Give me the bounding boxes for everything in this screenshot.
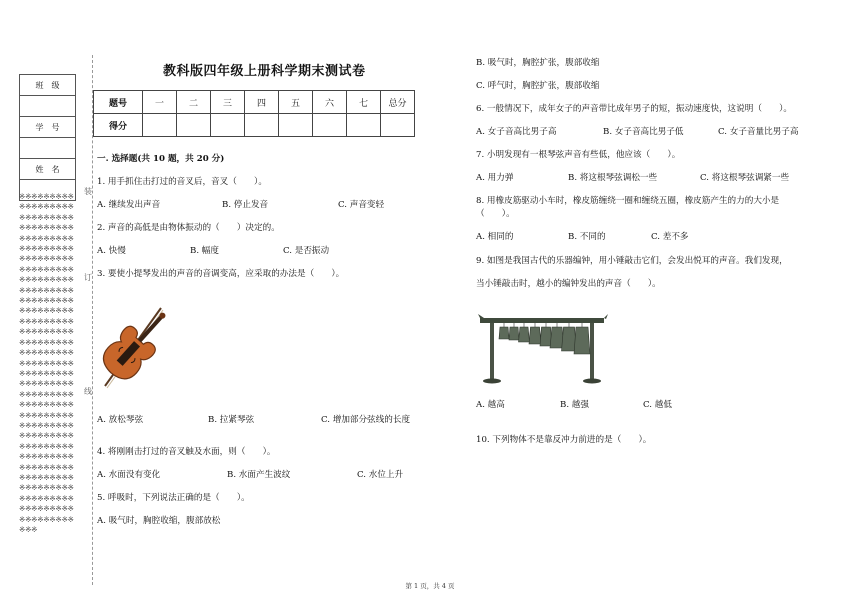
student-number-field[interactable] (20, 138, 76, 159)
q2-option-a: A. 快慢 (97, 246, 126, 256)
score-cell[interactable] (381, 114, 415, 137)
q7-option-c: C. 将这根琴弦调紧一些 (700, 173, 790, 183)
q4-option-b: B. 水面产生波纹 (227, 470, 291, 480)
q1-option-b: B. 停止发音 (222, 200, 269, 210)
q3-option-b: B. 拉紧琴弦 (208, 415, 255, 425)
q5-option-b: B. 吸气时，胸腔扩张，腹部收缩 (476, 58, 600, 68)
q8-option-c: C. 差不多 (651, 232, 689, 242)
violin-image (97, 300, 167, 392)
q8-stem: 8. 用橡皮筋驱动小车时，橡皮筋缠绕一圈和缠绕五圈，橡皮筋产生的力的大小是 (476, 196, 780, 206)
score-cell[interactable] (313, 114, 347, 137)
q5-stem: 5. 呼吸时，下列说法正确的是（ ）。 (97, 493, 250, 503)
q2-option-c: C. 是否振动 (283, 246, 330, 256)
name-label: 姓 名 (20, 159, 76, 180)
q8-stem-cont: （ ）。 (476, 209, 515, 219)
q9-stem: 9. 如图是我国古代的乐器编钟，用小锤敲击它们，会发出悦耳的声音。我们发现， (476, 256, 788, 266)
chime-bells-image (478, 310, 608, 384)
q5-option-c: C. 呼气时，胸腔扩张，腹部收缩 (476, 81, 600, 91)
q10-stem: 10. 下列物体不是靠反冲力前进的是（ ）。 (476, 435, 652, 445)
binding-mark-ding: 订 (84, 273, 92, 282)
score-cell[interactable] (211, 114, 245, 137)
score-table (93, 90, 415, 137)
score-col-5: 五 (279, 91, 313, 114)
page-title: 教科版四年级上册科学期末测试卷 (163, 64, 366, 79)
q9-stem-cont: 当小锤敲击时，越小的编钟发出的声音（ ）。 (476, 279, 661, 289)
score-col-7: 七 (347, 91, 381, 114)
q6-stem: 6. 一般情况下，成年女子的声音带比成年男子的短，振动速度快，这说明（ ）。 (476, 104, 793, 114)
q8-option-a: A. 相同的 (476, 232, 514, 242)
score-col-4: 四 (245, 91, 279, 114)
score-cell[interactable] (347, 114, 381, 137)
q1-option-a: A. 继续发出声音 (97, 200, 161, 210)
q4-stem: 4. 将刚刚击打过的音叉触及水面，则（ ）。 (97, 447, 276, 457)
page-footer: 第 1 页，共 4 页 (405, 582, 455, 590)
score-col-total: 总分 (381, 91, 415, 114)
class-field[interactable] (20, 96, 76, 117)
q9-option-c: C. 越低 (643, 400, 672, 410)
score-row-label: 得分 (94, 114, 143, 137)
q1-stem: 1. 用手抓住击打过的音叉后，音叉（ ）。 (97, 177, 267, 187)
q6-option-c: C. 女子音量比男子高 (718, 127, 799, 137)
score-cell[interactable] (143, 114, 177, 137)
student-info-table (19, 74, 76, 201)
binding-pattern: ※※※※※※※※※※※※※※※※※※※※※※※※※※※※※※※※※※※※※※※※※※※※※※※※※※※※※※※※※※※※※※※※※※※※※※※※※※※※※※※※※※※※※※※※※※※※※※※※※※※※※※※※※※※※※※※※※※※※※※※※※※※※※※※※※※※※※※※※※※※※※※※※※※※※※※※※※※※※※※※※※※※※※※※※※※※※※※※※※※※※※※※※※※※※※※※※※※※※※※※※※※※※※※※※※※※※※※※※※※※※※※※※※※※※※※※※※※※※※※※※※※※※※※※※※※※※※※※※※※※※※※※※※※※※※※※※※※※※※※※※※※※※※※※※※※※ (19, 192, 74, 534)
q2-stem: 2. 声音的高低是由物体振动的（ ）决定的。 (97, 223, 280, 233)
q6-option-a: A. 女子音高比男子高 (476, 127, 557, 137)
class-label: 班 级 (20, 75, 76, 96)
student-number-label: 学 号 (20, 117, 76, 138)
q2-option-b: B. 幅度 (190, 246, 219, 256)
score-col-3: 三 (211, 91, 245, 114)
section-heading: 一. 选择题(共 10 题，共 20 分) (97, 154, 225, 164)
q9-option-b: B. 越强 (560, 400, 589, 410)
q4-option-c: C. 水位上升 (357, 470, 404, 480)
q7-option-a: A. 用力弹 (476, 173, 514, 183)
q3-option-c: C. 增加部分弦线的长度 (321, 415, 411, 425)
score-cell[interactable] (177, 114, 211, 137)
q5-option-a: A. 吸气时，胸腔收缩，腹部放松 (97, 516, 221, 526)
q9-option-a: A. 越高 (476, 400, 505, 410)
binding-mark-zhuang: 装 (84, 187, 92, 196)
score-cell[interactable] (245, 114, 279, 137)
score-col-1: 一 (143, 91, 177, 114)
q6-option-b: B. 女子音高比男子低 (603, 127, 684, 137)
q3-option-a: A. 放松琴弦 (97, 415, 144, 425)
score-header-label: 题号 (94, 91, 143, 114)
score-cell[interactable] (279, 114, 313, 137)
q7-stem: 7. 小明发现有一根琴弦声音有些低，他应该（ ）。 (476, 150, 681, 160)
score-col-6: 六 (313, 91, 347, 114)
q4-option-a: A. 水面没有变化 (97, 470, 161, 480)
q8-option-b: B. 不同的 (568, 232, 606, 242)
q1-option-c: C. 声音变轻 (338, 200, 385, 210)
score-col-2: 二 (177, 91, 211, 114)
q7-option-b: B. 将这根琴弦调松一些 (568, 173, 658, 183)
q3-stem: 3. 要使小提琴发出的声音的音调变高，应采取的办法是（ ）。 (97, 269, 345, 279)
binding-mark-xian: 线 (84, 387, 92, 396)
